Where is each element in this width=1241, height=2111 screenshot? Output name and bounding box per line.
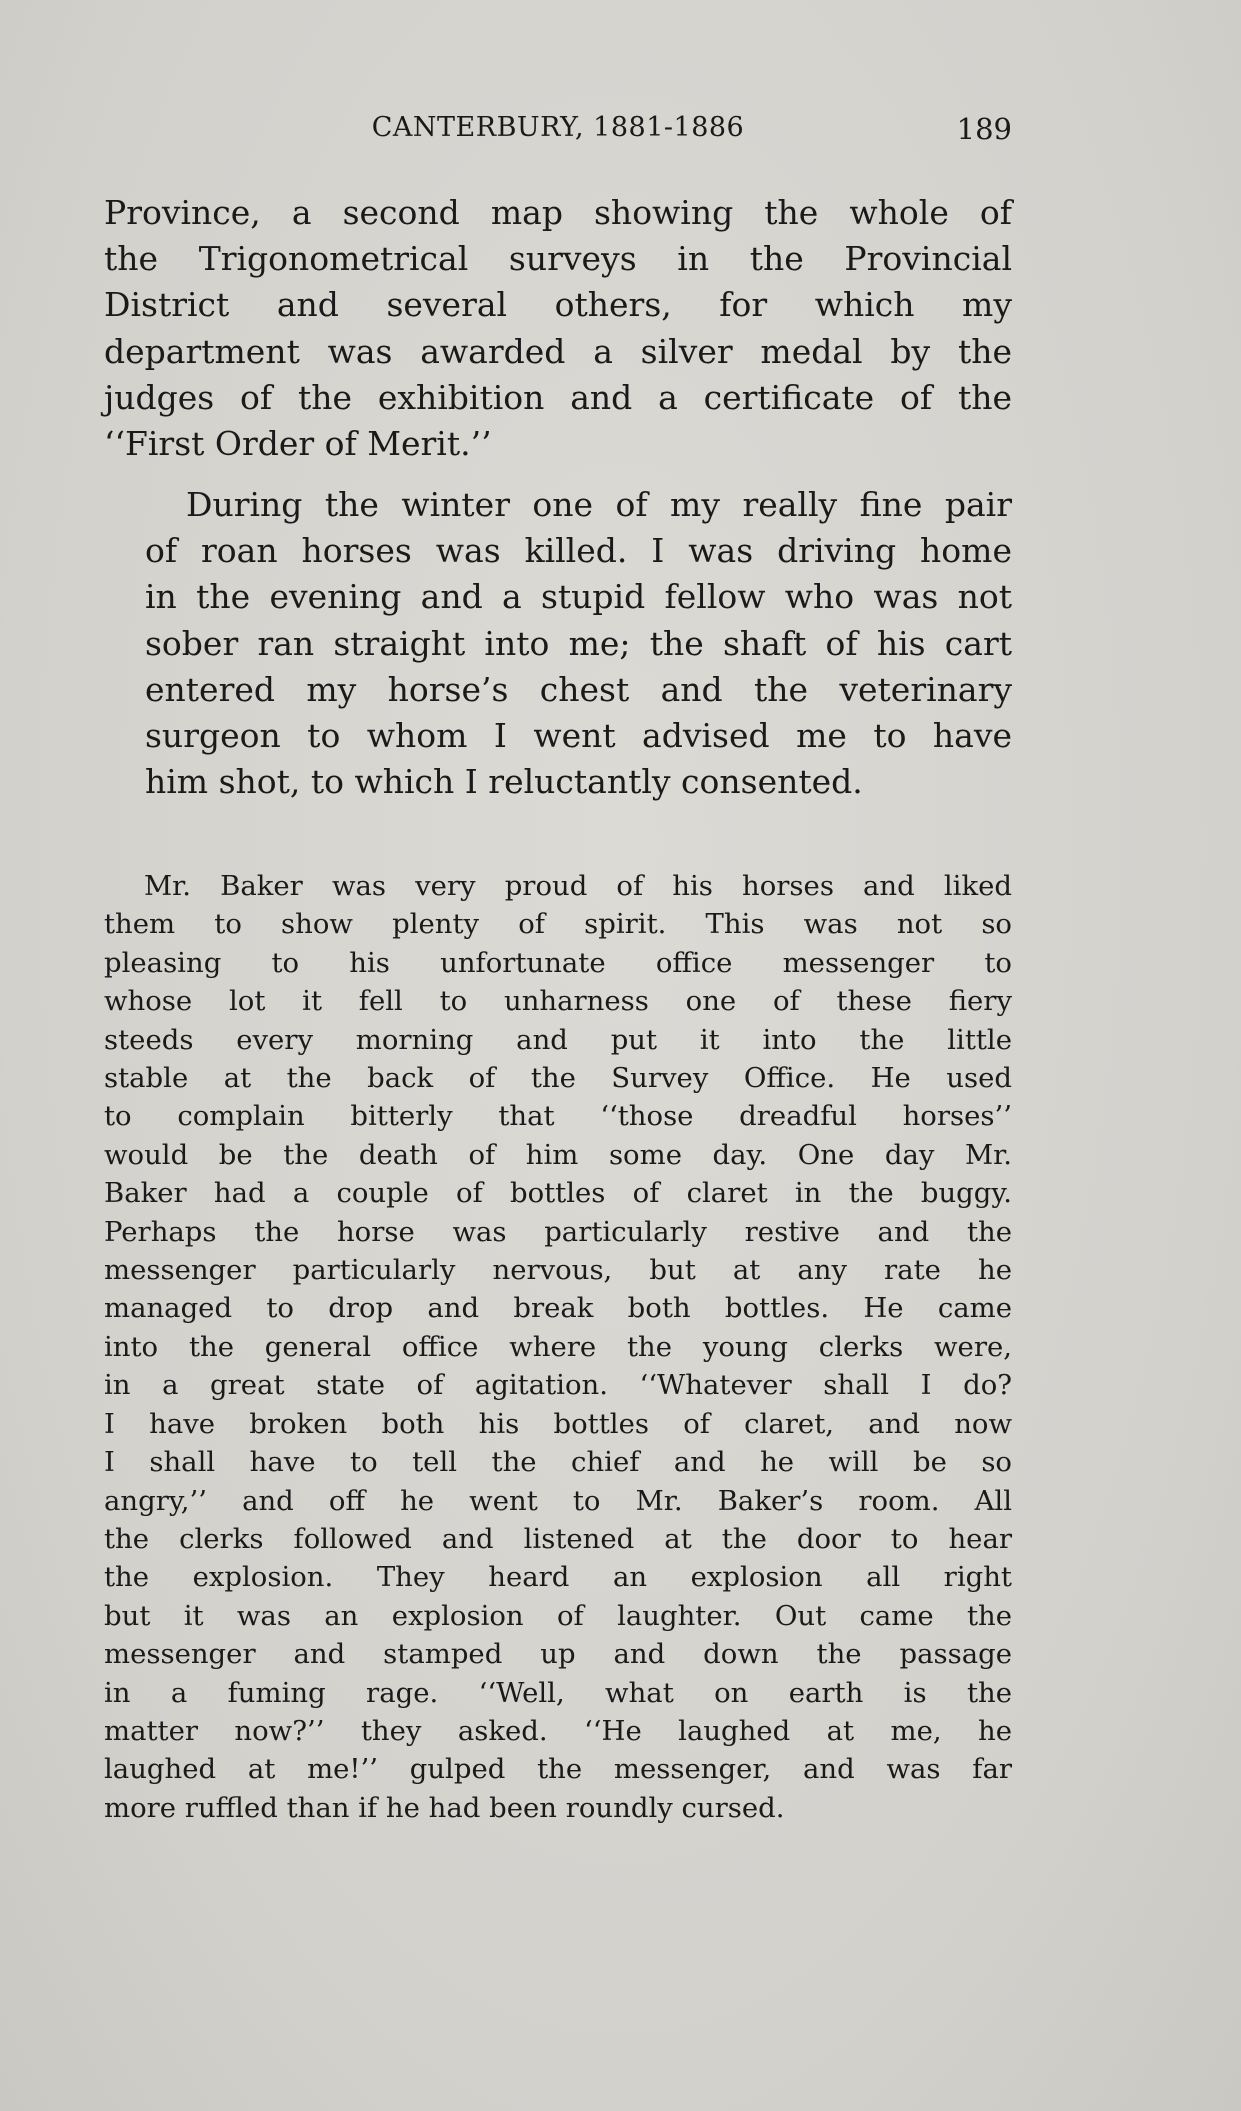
text-line: ‘‘First Order of Merit.’’ (104, 424, 492, 464)
paragraph-exhibition (104, 190, 1012, 467)
note-line: in a great state of agitation. ‘‘Whatever shall I do? (104, 1369, 1012, 1402)
note-line: in a fuming rage. ‘‘Well, what on earth is the (104, 1676, 1012, 1709)
note-line: messenger and stamped up and down the passage (104, 1638, 1012, 1671)
note-line: messenger particularly nervous, but at any rate he (104, 1254, 1012, 1287)
text-line: entered my horse’s chest and the veterinary (145, 669, 1012, 709)
text-line: During the winter one of my really fine pair (186, 485, 1012, 524)
note-line: stable at the back of the Survey Office. He used (104, 1062, 1012, 1095)
note-line: into the general office where the young clerks were, (104, 1330, 1012, 1363)
note-line: managed to drop and break both bottles. He came (104, 1292, 1012, 1325)
note-line: the clerks followed and listened at the door to hear (104, 1522, 1012, 1555)
text-line: Province, a second map showing the whole of (104, 193, 1012, 232)
note-line: Mr. Baker was very proud of his horses and liked (144, 870, 1012, 902)
text-line: judges of the exhibition and a certificate of the (104, 377, 1012, 417)
note-line: Perhaps the horse was particularly restive and the (104, 1215, 1012, 1248)
editorial-note (104, 867, 1012, 1827)
note-line: matter now?’’ they asked. ‘‘He laughed at me, he (104, 1714, 1012, 1747)
note-line: I have broken both his bottles of claret, and now (104, 1407, 1012, 1440)
text-line: surgeon to whom I went advised me to have (145, 716, 1012, 756)
text-line: sober ran straight into me; the shaft of his cart (145, 623, 1012, 663)
text-line: in the evening and a stupid fellow who was not (145, 577, 1012, 617)
note-line: the explosion. They heard an explosion all right (104, 1561, 1012, 1594)
note-line: but it was an explosion of laughter. Out came the (104, 1599, 1012, 1632)
note-line: them to show plenty of spirit. This was not so (104, 908, 1012, 941)
text-line: of roan horses was killed. I was driving home (145, 531, 1012, 571)
paragraph-horse-accident (104, 482, 1012, 805)
running-head (104, 112, 1012, 152)
note-line: Baker had a couple of bottles of claret in the buggy. (104, 1177, 1012, 1210)
text-line: department was awarded a silver medal by the (104, 331, 1012, 371)
note-line: steeds every morning and put it into the little (104, 1023, 1012, 1056)
note-line: would be the death of him some day. One day Mr. (104, 1138, 1012, 1171)
note-line: angry,’’ and off he went to Mr. Baker’s room. All (104, 1484, 1012, 1517)
note-line: to complain bitterly that ‘‘those dreadful horses’’ (104, 1100, 1012, 1133)
text-line: District and several others, for which my (104, 285, 1012, 325)
page-number: 189 (956, 112, 1012, 146)
note-line: pleasing to his unfortunate office messenger to (104, 946, 1012, 979)
text-line: the Trigonometrical surveys in the Provincial (104, 239, 1012, 279)
running-title: CANTERBURY, 1881-1886 (371, 112, 745, 143)
text-line: him shot, to which I reluctantly consented. (145, 762, 863, 802)
note-line: laughed at me!’’ gulped the messenger, and was far (104, 1753, 1012, 1786)
note-line: more ruffled than if he had been roundly cursed. (104, 1791, 785, 1824)
note-line: whose lot it fell to unharness one of these fiery (104, 985, 1012, 1018)
note-line: I shall have to tell the chief and he will be so (104, 1446, 1012, 1479)
